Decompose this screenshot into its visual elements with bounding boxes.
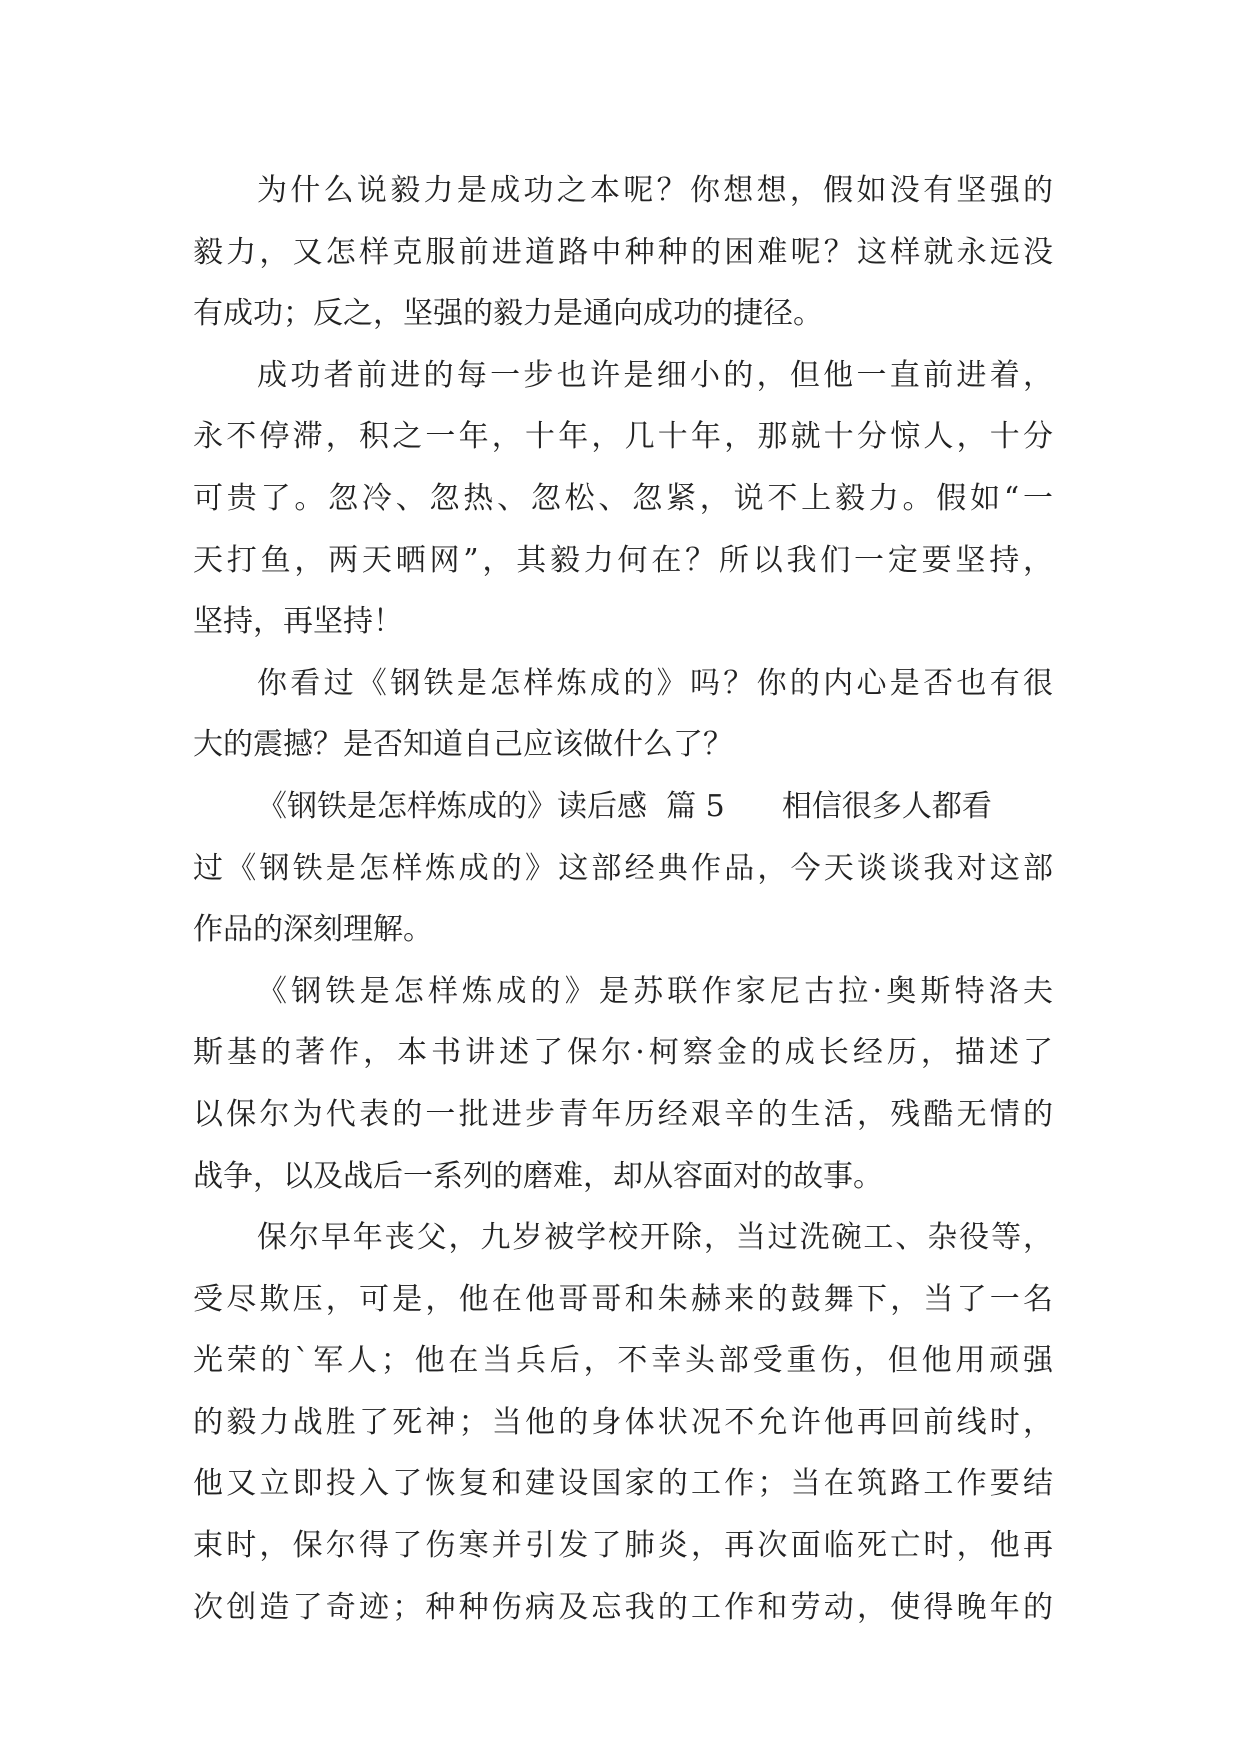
paragraph-line: 有成功；反之，坚强的毅力是通向成功的捷径。 <box>193 296 823 332</box>
paragraph-line: 次创造了奇迹；种种伤病及忘我的工作和劳动，使得晚年的 <box>193 1589 1053 1625</box>
paragraph-line: 斯基的著作，本书讲述了保尔·柯察金的成长经历，描述了 <box>193 1035 1053 1071</box>
paragraph-line: 毅力，又怎样克服前进道路中种种的困难呢？这样就永远没 <box>193 234 1053 270</box>
paragraph-line: 可贵了。忽冷、忽热、忽松、忽紧，说不上毅力。假如“一 <box>193 480 1053 516</box>
paragraph-line: 保尔早年丧父，九岁被学校开除，当过洗碗工、杂役等， <box>257 1220 1053 1256</box>
paragraph-line: 为什么说毅力是成功之本呢？你想想，假如没有坚强的 <box>257 173 1053 208</box>
section-heading-line: 《钢铁是怎样炼成的》读后感 篇 5 相信很多人都看 <box>257 788 992 824</box>
paragraph-line: 以保尔为代表的一批进步青年历经艰辛的生活，残酷无情的 <box>193 1096 1053 1132</box>
paragraph-line: 束时，保尔得了伤寒并引发了肺炎，再次面临死亡时，他再 <box>193 1528 1053 1564</box>
paragraph-line: 过《钢铁是怎样炼成的》这部经典作品，今天谈谈我对这部 <box>193 850 1053 886</box>
paragraph-line: 受尽欺压，可是，他在他哥哥和朱赫来的鼓舞下，当了一名 <box>193 1281 1053 1317</box>
paragraph-line: 作品的深刻理解。 <box>193 912 433 948</box>
paragraph-line: 他又立即投入了恢复和建设国家的工作；当在筑路工作要结 <box>193 1466 1053 1502</box>
paragraph-line: 《钢铁是怎样炼成的》是苏联作家尼古拉·奥斯特洛夫 <box>257 973 1053 1009</box>
paragraph-line: 战争，以及战后一系列的磨难，却从容面对的故事。 <box>193 1158 883 1194</box>
paragraph-line: 永不停滞，积之一年，十年，几十年，那就十分惊人，十分 <box>193 419 1053 455</box>
body-text <box>193 160 1053 1638</box>
paragraph-line: 光荣的`军人；他在当兵后，不幸头部受重伤，但他用顽强 <box>193 1343 1053 1379</box>
paragraph-line: 天打鱼，两天晒网”，其毅力何在？所以我们一定要坚持， <box>193 542 1053 578</box>
paragraph-line: 的毅力战胜了死神；当他的身体状况不允许他再回前线时， <box>193 1404 1053 1440</box>
paragraph-line: 成功者前进的每一步也许是细小的，但他一直前进着， <box>257 357 1053 393</box>
paragraph-line: 你看过《钢铁是怎样炼成的》吗？你的内心是否也有很 <box>257 665 1053 701</box>
paragraph-line: 大的震撼？是否知道自己应该做什么了？ <box>193 727 733 763</box>
paragraph-line: 坚持，再坚持！ <box>193 604 403 640</box>
